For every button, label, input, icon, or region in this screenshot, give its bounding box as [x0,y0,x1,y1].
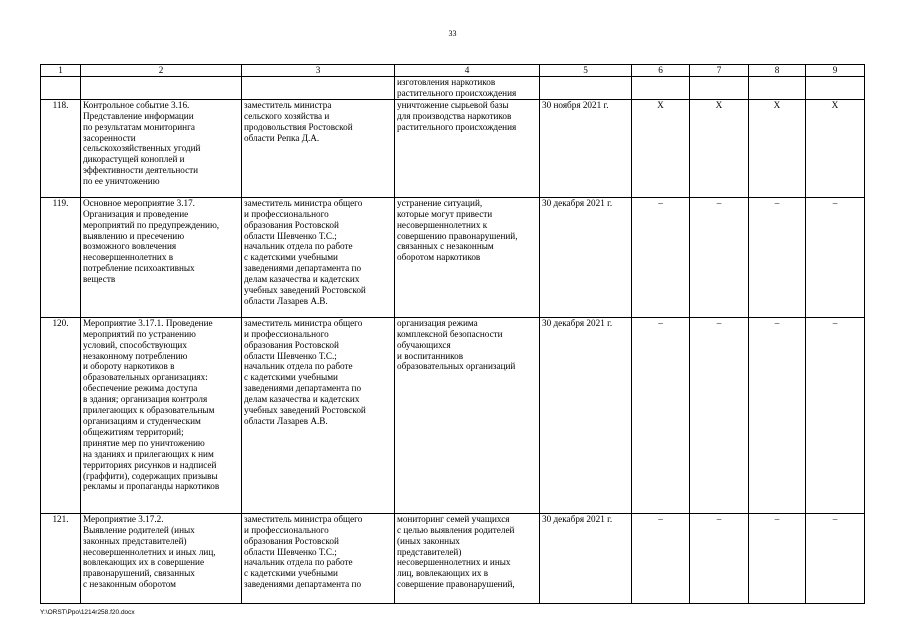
cell-line: и обороту наркотиков в [83,361,175,372]
cell-line: оборотом наркотиков [397,252,481,263]
cell-line: организациям и студенческим [83,415,201,426]
event-cell [81,77,242,100]
cell-line: растительного происхождения [397,121,517,132]
date-cell: 30 декабря 2021 г. [540,513,632,603]
row-number [41,77,81,100]
mark-cell: – [806,513,865,603]
cell-line: в здания; организация контроля [83,394,208,405]
cell-line: прилегающих к образовательным [83,405,215,416]
mark-cell: X [632,99,690,197]
cell-line: совершение правонарушений, [397,579,515,590]
responsible-cell [242,99,395,197]
cell-line: мероприятий по предупреждению, [83,219,220,230]
cell-line: несовершеннолетних к [397,219,488,230]
row-number: 120. [41,317,81,513]
cell-line: устранение ситуаций, [397,197,483,208]
cell-line: которые могут привести [397,208,493,219]
header-row [41,65,865,77]
cell-line: лиц, вовлекающих их в [397,568,489,579]
cell-line: правонарушений, связанных [83,568,195,579]
row-number: 119. [41,197,81,317]
cell-line: заведениями департамента по [244,579,362,590]
responsible-cell [242,317,395,513]
mark-cell: – [632,513,690,603]
cell-line: Организация и проведение [83,208,189,219]
cell-line: мероприятий по устранению [83,328,196,339]
cell-line: образования Ростовской [244,535,339,546]
cell-line: вовлекающих их в совершение [83,557,205,568]
cell-line: (граффити), содержащих призывы [83,470,218,481]
cell-line: несовершеннолетних и иных [397,557,511,568]
responsible-cell [242,513,395,603]
cell-line: возможного вовлечения [83,241,177,252]
cell-line: заведениями департамента по [244,383,362,394]
cell-line: по ее уничтожению [83,176,160,187]
cell-line: условий, способствующих [83,339,187,350]
cell-line: (иных законных [397,535,460,546]
cell-line: незаконному потреблению [83,350,188,361]
cell-line: на зданиях и прилегающих к ним [83,448,214,459]
table-row [41,77,865,100]
result-cell [395,317,540,513]
cell-line: начальник отдела по работе [244,241,353,252]
mark-cell: X [749,99,806,197]
row-number: 121. [41,513,81,603]
cell-line: с целью выявления родителей [397,524,515,535]
cell-line: эффективности деятельности [83,165,199,176]
cell-line: мониторинг семей учащихся [397,513,510,524]
document-table [40,64,865,604]
header-cell: 5 [540,65,632,77]
file-path-footer: Y:\ORST\Ppo\1214r258.f20.docx [40,609,135,616]
cell-line: и воспитанников [397,350,464,361]
mark-cell: X [806,99,865,197]
header-cell: 6 [632,65,690,77]
cell-line: образовательных организаций [397,361,516,372]
cell-line: заместитель министра [244,99,332,110]
cell-line: с кадетскими учебными [244,372,338,383]
cell-line: области Лазарев А.В. [244,415,328,426]
mark-cell: – [632,317,690,513]
result-cell [395,99,540,197]
mark-cell: X [690,99,749,197]
cell-line: уничтожение сырьевой базы [397,99,509,110]
header-cell: 1 [41,65,81,77]
table-row [41,513,865,603]
cell-line: Мероприятие 3.17.2. [83,513,164,524]
cell-line: учебных заведений Ростовской [244,405,366,416]
cell-line: растительного происхождения [397,87,517,98]
cell-line: образования Ростовской [244,339,339,350]
cell-line: заместитель министра общего [244,513,363,524]
mark-cell [690,77,749,100]
cell-line: с кадетскими учебными [244,568,338,579]
cell-line: комплексной безопасности [397,328,503,339]
cell-line: образования Ростовской [244,219,339,230]
cell-line: Основное мероприятие 3.17. [83,197,195,208]
cell-line: и профессионального [244,208,329,219]
cell-line: для производства наркотиков [397,110,512,121]
mark-cell [632,77,690,100]
cell-line: засоренности [83,132,136,143]
cell-line: области Репка Д.А. [244,132,320,143]
cell-line: законных представителей) [83,535,187,546]
cell-line: потребление психоактивных [83,263,195,274]
cell-line: области Шевченко Т.С.; [244,546,337,557]
header-cell: 4 [395,65,540,77]
header-cell: 3 [242,65,395,77]
header-cell: 9 [806,65,865,77]
cell-line: и профессионального [244,524,329,535]
cell-line: выявлению и пресечению [83,230,185,241]
cell-line: заместитель министра общего [244,197,363,208]
cell-line: связанных с незаконным [397,241,494,252]
event-cell [81,99,242,197]
mark-cell [749,77,806,100]
mark-cell: – [690,197,749,317]
result-cell [395,513,540,603]
mark-cell [806,77,865,100]
header-cell: 2 [81,65,242,77]
cell-line: несовершеннолетних и иных лиц, [83,546,216,557]
mark-cell: – [632,197,690,317]
cell-line: несовершеннолетних в [83,252,174,263]
cell-line: Мероприятие 3.17.1. Проведение [83,317,213,328]
cell-line: совершению правонарушений, [397,230,518,241]
header-cell: 7 [690,65,749,77]
mark-cell: – [806,317,865,513]
page-number: 33 [448,29,457,38]
responsible-cell [242,77,395,100]
result-cell [395,77,540,100]
cell-line: сельского хозяйства и [244,110,330,121]
cell-line: продовольствия Ростовской [244,121,353,132]
mark-cell: – [690,317,749,513]
cell-line: Выявление родителей (иных [83,524,195,535]
cell-line: делам казачества и кадетских [244,274,360,285]
date-cell: 30 ноября 2021 г. [540,99,632,197]
cell-line: представителей) [397,546,462,557]
cell-line: с незаконным оборотом [83,579,176,590]
cell-line: обучающихся [397,339,451,350]
cell-line: сельскохозяйственных угодий [83,143,201,154]
cell-line: области Лазарев А.В. [244,295,328,306]
cell-line: учебных заведений Ростовской [244,285,366,296]
table-row [41,317,865,513]
date-cell: 30 декабря 2021 г. [540,197,632,317]
mark-cell: – [749,513,806,603]
cell-line: начальник отдела по работе [244,361,353,372]
cell-line: области Шевченко Т.С.; [244,350,337,361]
cell-line: начальник отдела по работе [244,557,353,568]
cell-line: и профессионального [244,328,329,339]
cell-line: делам казачества и кадетских [244,394,360,405]
cell-line: территориях рисунков и надписей [83,459,217,470]
cell-line: дикорастущей коноплей и [83,154,185,165]
cell-line: образовательных организациях: [83,372,208,383]
cell-line: общежитиям территорий; [83,426,184,437]
mark-cell: – [690,513,749,603]
result-cell [395,197,540,317]
cell-line: рекламы и пропаганды наркотиков [83,481,220,492]
header-cell: 8 [749,65,806,77]
date-cell: 30 декабря 2021 г. [540,317,632,513]
mark-cell: – [749,197,806,317]
cell-line: заместитель министра общего [244,317,363,328]
cell-line: области Шевченко Т.С.; [244,230,337,241]
row-number: 118. [41,99,81,197]
cell-line: организация режима [397,317,478,328]
event-cell [81,317,242,513]
responsible-cell [242,197,395,317]
cell-line: принятие мер по уничтожению [83,437,205,448]
cell-line: по результатам мониторинга [83,121,195,132]
mark-cell: – [749,317,806,513]
date-cell [540,77,632,100]
table-row [41,197,865,317]
event-cell [81,197,242,317]
mark-cell: – [806,197,865,317]
cell-line: Представление информации [83,110,194,121]
cell-line: обеспечение режима доступа [83,383,198,394]
cell-line: с кадетскими учебными [244,252,338,263]
cell-line: изготовления наркотиков [397,77,496,87]
cell-line: заведениями департамента по [244,263,362,274]
cell-line: веществ [83,274,116,285]
cell-line: Контрольное событие 3.16. [83,99,190,110]
table-row [41,99,865,197]
event-cell [81,513,242,603]
